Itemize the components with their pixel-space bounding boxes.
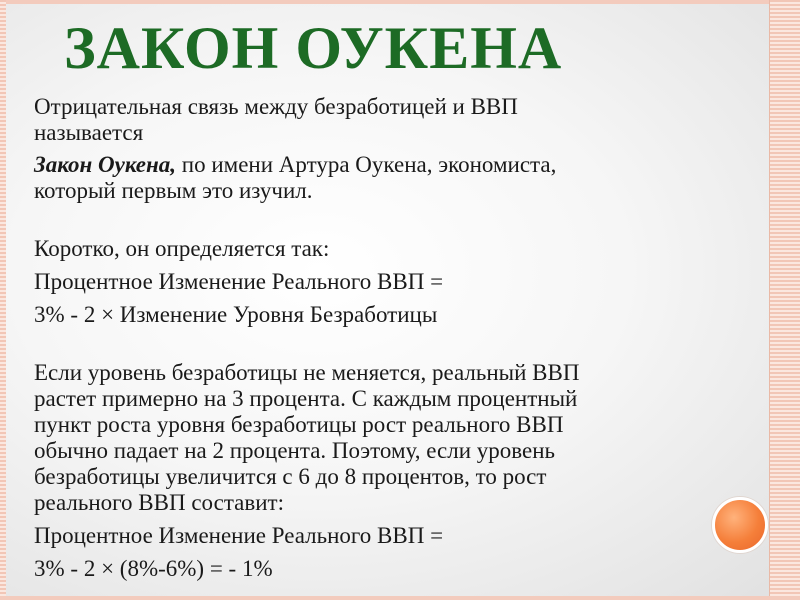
paragraph-3-line-1: Коротко, он определяется так:: [34, 236, 330, 261]
paragraph-4-line-5: безработицы увеличится с 6 до 8 процентов, то рост: [34, 464, 547, 489]
orange-circle-decoration: [712, 497, 768, 553]
slide-border-bottom: [0, 596, 800, 600]
paragraph-2-line-1: [34, 152, 774, 178]
paragraph-4-line-7: Процентное Изменение Реального ВВП =: [34, 523, 444, 548]
slide-body: [34, 94, 774, 582]
okun-law-emphasis: Закон Оукена,: [34, 152, 177, 177]
paragraph-2-line-1-rest: по имени Артура Оукена, экономиста,: [176, 152, 557, 177]
paragraph-4-line-8: 3% - 2 × (8%-6%) = - 1%: [34, 556, 273, 581]
paragraph-3-line-2: Процентное Изменение Реального ВВП =: [34, 269, 444, 294]
paragraph-4-line-4: обычно падает на 2 процента. Поэтому, если уровень: [34, 438, 555, 463]
slide-border-left: [0, 0, 6, 600]
paragraph-2-line-2: который первым это изучил.: [34, 178, 313, 203]
paragraph-4-line-1: Если уровень безработицы не меняется, реальный ВВП: [34, 360, 580, 385]
paragraph-4-line-3: пункт роста уровня безработицы рост реального ВВП: [34, 412, 564, 437]
paragraph-4-line-2: растет примерно на 3 процента. С каждым процентный: [34, 386, 578, 411]
slide-title: ЗАКОН ОУКЕНА: [64, 15, 563, 81]
paragraph-3-line-3: 3% - 2 × Изменение Уровня Безработицы: [34, 302, 438, 327]
paragraph-4-line-6: реального ВВП составит:: [34, 490, 284, 515]
slide-border-top: [0, 0, 800, 4]
paragraph-1-line-2: называется: [34, 120, 144, 145]
paragraph-1-line-1: Отрицательная связь между безработицей и ВВП: [34, 94, 518, 119]
